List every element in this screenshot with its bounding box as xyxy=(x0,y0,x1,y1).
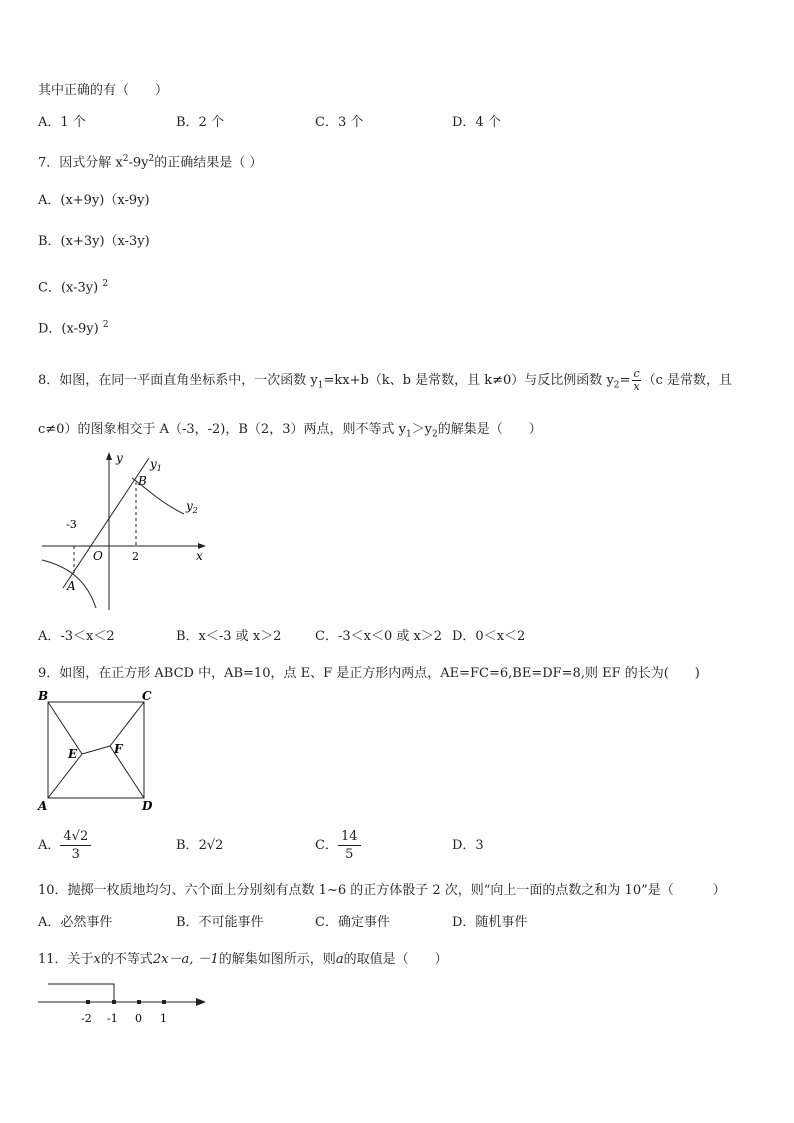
q9-option-c-fraction xyxy=(338,828,361,863)
q8-text: （c 是常数，且 xyxy=(642,373,733,388)
option-label: A． xyxy=(38,838,61,853)
curve-y1-letter: y xyxy=(150,457,157,471)
option-label: B． xyxy=(176,838,199,853)
q11-text: 的不等式 xyxy=(100,952,153,967)
q8-stem-line2 xyxy=(38,421,542,444)
q8-frac-den: x xyxy=(633,380,640,393)
curve-y2-letter: y xyxy=(186,499,193,513)
q9-option-b xyxy=(176,837,223,855)
q8-sub: 1 xyxy=(317,380,324,391)
q6-option-a: A．1 个 xyxy=(38,115,86,130)
q7-option-c xyxy=(38,275,108,297)
q10-option-b: B．不可能事件 xyxy=(176,915,264,930)
q6-option-b: B．2 个 xyxy=(176,115,224,130)
q7-stem-part: 的正确结果是（ ） xyxy=(154,155,263,171)
frac-num: 4√2 xyxy=(60,828,91,846)
q9-option-c xyxy=(315,828,361,863)
q11-text: 的解集如图所示，则 xyxy=(218,952,336,967)
q9-option-a xyxy=(38,828,91,863)
q7-stem xyxy=(38,150,262,172)
y-axis-arrow xyxy=(106,452,112,460)
point-a-label: A xyxy=(67,579,76,593)
curve-y2-sub: 2 xyxy=(192,506,198,515)
vertex-b-label: B xyxy=(38,689,49,703)
curve-y2-label xyxy=(185,499,198,515)
tick-0 xyxy=(137,1000,141,1004)
frac-den: 3 xyxy=(71,847,80,862)
point-b-label: B xyxy=(138,474,147,488)
tick-label-neg1: -1 xyxy=(107,1012,118,1025)
q7-sup: 2 xyxy=(102,279,109,289)
q8-frac-num: c xyxy=(633,367,640,380)
y-axis-label: y xyxy=(116,451,123,465)
q7-sup: 2 xyxy=(148,154,155,164)
q8-text: =kx+b（k、b 是常数，且 k≠0）与反比例函数 y xyxy=(323,373,614,388)
q7-option-text: D．(x-9y) xyxy=(38,321,103,337)
point-e-label: E xyxy=(68,747,78,761)
q7-option-b: B．(x+3y)（x-3y) xyxy=(38,234,150,249)
intro-line: 其中正确的有（ ） xyxy=(38,83,169,98)
q9-square-figure xyxy=(34,688,164,812)
q6-option-c: C．3 个 xyxy=(315,115,364,130)
q8-option-c: C．-3＜x＜0 或 x＞2 xyxy=(315,629,443,644)
q8-text: = xyxy=(619,373,631,388)
q10-option-c: C．确定事件 xyxy=(315,915,390,930)
q8-stem-line1 xyxy=(38,368,732,395)
tick-label-neg3: -3 xyxy=(66,518,77,531)
point-f-label: F xyxy=(114,742,123,756)
tick-neg2 xyxy=(86,1000,90,1004)
q10-stem: 10．抛掷一枚质地均匀、六个面上分别刻有点数 1~6 的正方体骰子 2 次，则“向上一面的点数之和为 10”是（ ） xyxy=(38,883,726,898)
q8-text: 的解集是（ ） xyxy=(437,422,542,437)
q8-sub: 1 xyxy=(405,429,412,440)
q8-fraction xyxy=(632,368,640,393)
tick-1 xyxy=(162,1000,166,1004)
q11-text: 11．关于 xyxy=(38,952,94,967)
q11-var-a: a xyxy=(335,952,344,967)
q8-text: 8．如图，在同一平面直角坐标系中，一次函数 y xyxy=(38,373,318,388)
origin-label: O xyxy=(93,549,103,563)
q7-stem-part: -9y xyxy=(128,155,149,171)
q7-sup: 2 xyxy=(102,320,109,330)
frac-num: 14 xyxy=(338,828,361,846)
q8-sub: 2 xyxy=(613,380,620,391)
q8-option-b: B．x＜-3 或 x＞2 xyxy=(176,629,282,644)
x-axis-label: x xyxy=(196,549,203,563)
q8-sub: 2 xyxy=(432,429,438,440)
q7-option-text: C．(x-3y) xyxy=(38,280,103,296)
q8-function-graph xyxy=(36,448,216,614)
number-line-arrow xyxy=(196,998,206,1006)
tick-neg1 xyxy=(112,1000,116,1004)
q8-text: c≠0）的图象相交于 A（-3，-2)，B（2，3）两点，则不等式 y xyxy=(38,422,406,437)
q8-option-a: A．-3＜x＜2 xyxy=(38,629,115,644)
q11-var-x: x xyxy=(93,952,101,967)
vertex-a-label: A xyxy=(38,799,48,812)
q6-option-d: D．4 个 xyxy=(452,115,501,130)
vertex-c-label: C xyxy=(142,689,152,703)
segment-cf xyxy=(110,702,144,746)
q9-option-a-fraction xyxy=(60,828,91,863)
q7-stem-part: 7．因式分解 x xyxy=(38,155,123,171)
q11-number-line xyxy=(36,978,210,1028)
tick-label-0: 0 xyxy=(135,1012,142,1025)
curve-y1-sub: 1 xyxy=(156,464,162,473)
frac-den: 5 xyxy=(345,847,354,862)
q7-option-a: A．(x+9y)（x-9y) xyxy=(38,193,150,208)
option-value: 2√2 xyxy=(198,838,224,853)
option-label: C． xyxy=(315,838,338,853)
q9-option-d: D．3 xyxy=(452,838,484,853)
q10-option-a: A．必然事件 xyxy=(38,915,113,930)
segment-ef xyxy=(82,746,110,754)
tick-label-1: 1 xyxy=(160,1012,167,1025)
q7-sup: 2 xyxy=(122,154,129,164)
tick-label-2: 2 xyxy=(132,550,139,563)
q8-option-d: D．0＜x＜2 xyxy=(452,629,526,644)
q11-stem xyxy=(38,951,448,969)
q8-text: ＞y xyxy=(411,422,433,437)
curve-y1-label xyxy=(149,457,162,473)
q7-option-d xyxy=(38,316,109,338)
q10-option-d: D．随机事件 xyxy=(452,915,528,930)
vertex-d-label: D xyxy=(142,799,153,812)
solution-ray xyxy=(48,984,114,1002)
q11-text: 的取值是（ ） xyxy=(343,952,448,967)
q11-inequality: 2x－a, －1 xyxy=(152,952,219,967)
tick-label-neg2: -2 xyxy=(81,1012,92,1025)
q9-stem: 9．如图，在正方形 ABCD 中，AB=10，点 E、F 是正方形内两点，AE=FC=6,BE=DF=8,则 EF 的长为( ) xyxy=(38,666,700,681)
